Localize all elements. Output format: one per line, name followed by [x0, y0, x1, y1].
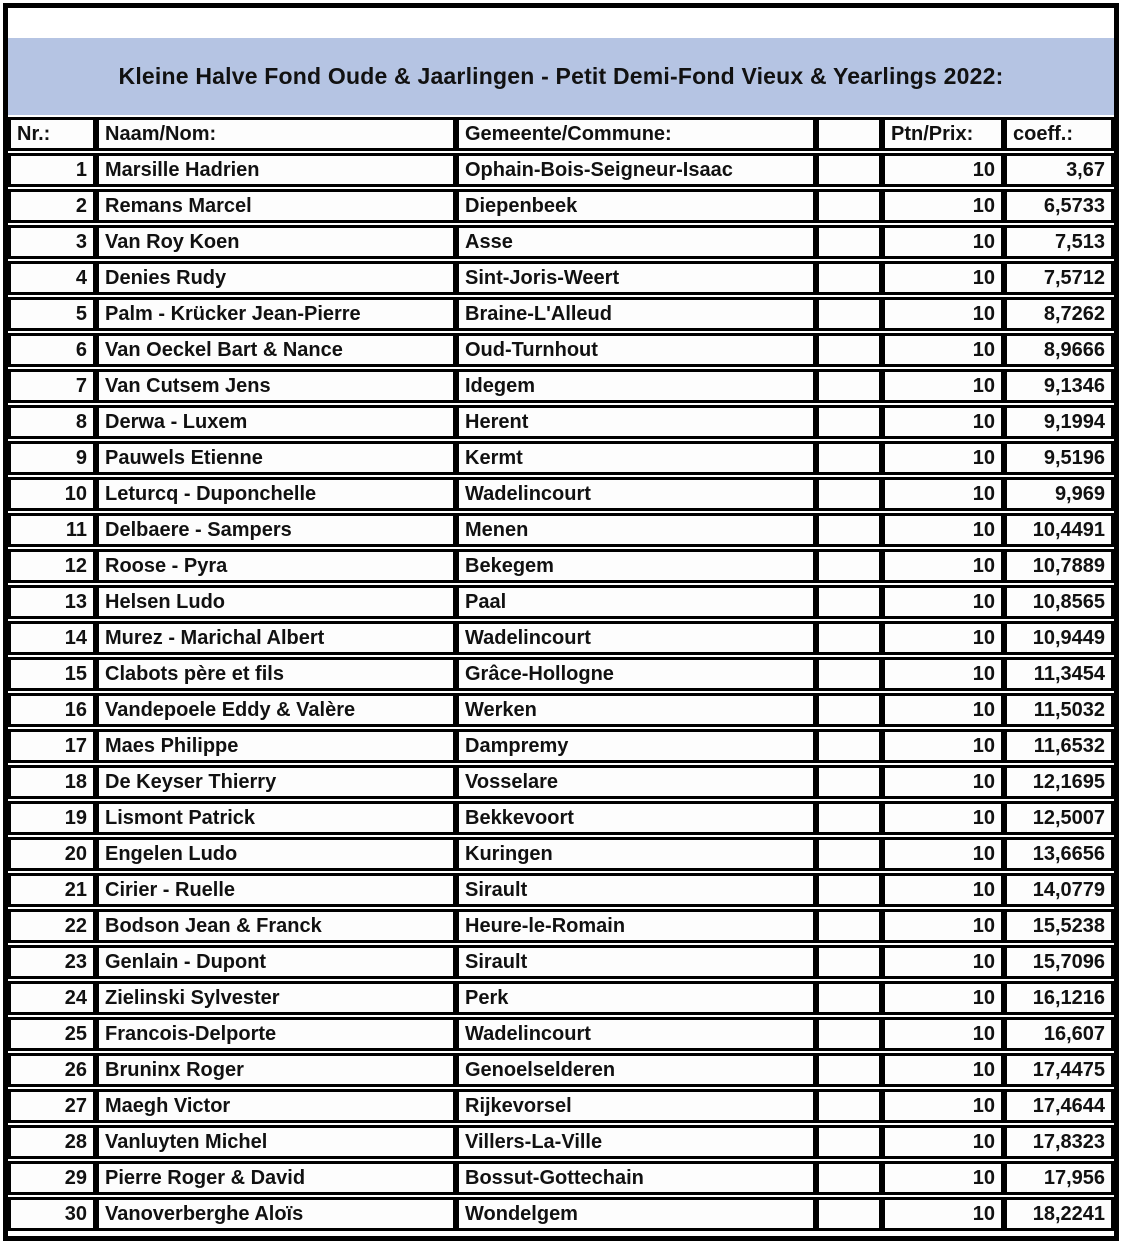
- table-row: [8, 981, 1114, 1015]
- cell-naam: Vandepoele Eddy & Valère: [96, 693, 456, 727]
- cell-naam: Denies Rudy: [96, 261, 456, 295]
- title-band: [8, 38, 1114, 115]
- cell-coeff: 8,9666: [1004, 333, 1114, 367]
- table-row: [8, 1161, 1114, 1195]
- cell-naam: Murez - Marichal Albert: [96, 621, 456, 655]
- cell-coeff: 12,5007: [1004, 801, 1114, 835]
- cell-blank: [816, 405, 882, 439]
- cell-nr: 17: [8, 729, 96, 763]
- cell-blank: [816, 1197, 882, 1231]
- cell-gemeente: Paal: [456, 585, 816, 619]
- cell-ptn: 10: [882, 1089, 1004, 1123]
- cell-ptn: 10: [882, 837, 1004, 871]
- cell-blank: [816, 801, 882, 835]
- cell-blank: [816, 837, 882, 871]
- cell-gemeente: Heure-le-Romain: [456, 909, 816, 943]
- cell-nr: 9: [8, 441, 96, 475]
- cell-coeff: 18,2241: [1004, 1197, 1114, 1231]
- cell-naam: Remans Marcel: [96, 189, 456, 223]
- cell-gemeente: Kuringen: [456, 837, 816, 871]
- cell-blank: [816, 1017, 882, 1051]
- cell-ptn: 10: [882, 477, 1004, 511]
- cell-ptn: 10: [882, 549, 1004, 583]
- cell-blank: [816, 153, 882, 187]
- table-row: [8, 657, 1114, 691]
- cell-blank: [816, 1125, 882, 1159]
- cell-nr: 16: [8, 693, 96, 727]
- cell-nr: 11: [8, 513, 96, 547]
- table-row: [8, 441, 1114, 475]
- cell-coeff: 9,1346: [1004, 369, 1114, 403]
- table-body: [8, 153, 1114, 1231]
- cell-naam: Francois-Delporte: [96, 1017, 456, 1051]
- cell-nr: 24: [8, 981, 96, 1015]
- cell-blank: [816, 333, 882, 367]
- cell-nr: 28: [8, 1125, 96, 1159]
- cell-coeff: 8,7262: [1004, 297, 1114, 331]
- cell-gemeente: Diepenbeek: [456, 189, 816, 223]
- table-row: [8, 837, 1114, 871]
- cell-naam: Delbaere - Sampers: [96, 513, 456, 547]
- cell-ptn: 10: [882, 873, 1004, 907]
- cell-ptn: 10: [882, 909, 1004, 943]
- cell-nr: 10: [8, 477, 96, 511]
- cell-naam: Cirier - Ruelle: [96, 873, 456, 907]
- cell-nr: 23: [8, 945, 96, 979]
- table-row: [8, 477, 1114, 511]
- cell-coeff: 10,8565: [1004, 585, 1114, 619]
- cell-gemeente: Sirault: [456, 945, 816, 979]
- cell-nr: 12: [8, 549, 96, 583]
- cell-coeff: 7,5712: [1004, 261, 1114, 295]
- cell-ptn: 10: [882, 189, 1004, 223]
- cell-nr: 30: [8, 1197, 96, 1231]
- cell-ptn: 10: [882, 1125, 1004, 1159]
- cell-naam: Vanluyten Michel: [96, 1125, 456, 1159]
- cell-coeff: 9,5196: [1004, 441, 1114, 475]
- cell-naam: Bruninx Roger: [96, 1053, 456, 1087]
- cell-blank: [816, 261, 882, 295]
- cell-ptn: 10: [882, 333, 1004, 367]
- cell-coeff: 10,9449: [1004, 621, 1114, 655]
- results-table: [8, 115, 1114, 1233]
- cell-coeff: 11,6532: [1004, 729, 1114, 763]
- cell-naam: Van Roy Koen: [96, 225, 456, 259]
- col-header-blank: [816, 117, 882, 151]
- cell-gemeente: Vosselare: [456, 765, 816, 799]
- table-row: [8, 621, 1114, 655]
- table-row: [8, 225, 1114, 259]
- cell-blank: [816, 477, 882, 511]
- cell-coeff: 14,0779: [1004, 873, 1114, 907]
- table-row: [8, 585, 1114, 619]
- cell-nr: 13: [8, 585, 96, 619]
- cell-nr: 18: [8, 765, 96, 799]
- cell-naam: Engelen Ludo: [96, 837, 456, 871]
- cell-coeff: 9,1994: [1004, 405, 1114, 439]
- cell-naam: Roose - Pyra: [96, 549, 456, 583]
- cell-coeff: 15,5238: [1004, 909, 1114, 943]
- cell-nr: 3: [8, 225, 96, 259]
- cell-ptn: 10: [882, 153, 1004, 187]
- cell-nr: 25: [8, 1017, 96, 1051]
- cell-naam: Van Cutsem Jens: [96, 369, 456, 403]
- cell-gemeente: Idegem: [456, 369, 816, 403]
- cell-nr: 14: [8, 621, 96, 655]
- page-title: Kleine Halve Fond Oude & Jaarlingen - Petit Demi-Fond Vieux & Yearlings 2022:: [118, 63, 1004, 89]
- cell-ptn: 10: [882, 1053, 1004, 1087]
- cell-blank: [816, 1089, 882, 1123]
- cell-ptn: 10: [882, 801, 1004, 835]
- col-header-gemeente: Gemeente/Commune:: [456, 117, 816, 151]
- cell-nr: 19: [8, 801, 96, 835]
- cell-gemeente: Wadelincourt: [456, 477, 816, 511]
- cell-blank: [816, 765, 882, 799]
- cell-gemeente: Wadelincourt: [456, 1017, 816, 1051]
- table-row: [8, 801, 1114, 835]
- table-row: [8, 1053, 1114, 1087]
- cell-coeff: 13,6656: [1004, 837, 1114, 871]
- results-sheet: [3, 3, 1119, 1241]
- cell-nr: 2: [8, 189, 96, 223]
- table-row: [8, 369, 1114, 403]
- cell-gemeente: Oud-Turnhout: [456, 333, 816, 367]
- cell-nr: 8: [8, 405, 96, 439]
- cell-ptn: 10: [882, 693, 1004, 727]
- cell-coeff: 17,4475: [1004, 1053, 1114, 1087]
- cell-coeff: 16,607: [1004, 1017, 1114, 1051]
- cell-coeff: 9,969: [1004, 477, 1114, 511]
- cell-gemeente: Rijkevorsel: [456, 1089, 816, 1123]
- cell-ptn: 10: [882, 405, 1004, 439]
- table-row: [8, 513, 1114, 547]
- cell-gemeente: Sint-Joris-Weert: [456, 261, 816, 295]
- cell-naam: Zielinski Sylvester: [96, 981, 456, 1015]
- cell-blank: [816, 297, 882, 331]
- table-row: [8, 945, 1114, 979]
- cell-coeff: 10,7889: [1004, 549, 1114, 583]
- cell-coeff: 16,1216: [1004, 981, 1114, 1015]
- cell-nr: 5: [8, 297, 96, 331]
- col-header-coeff: coeff.:: [1004, 117, 1114, 151]
- cell-blank: [816, 621, 882, 655]
- cell-blank: [816, 585, 882, 619]
- cell-blank: [816, 945, 882, 979]
- cell-naam: Maes Philippe: [96, 729, 456, 763]
- cell-gemeente: Dampremy: [456, 729, 816, 763]
- cell-gemeente: Ophain-Bois-Seigneur-Isaac: [456, 153, 816, 187]
- table-row: [8, 873, 1114, 907]
- cell-blank: [816, 369, 882, 403]
- table-row: [8, 189, 1114, 223]
- table-row: [8, 297, 1114, 331]
- cell-ptn: 10: [882, 585, 1004, 619]
- top-strip: [8, 8, 1114, 38]
- cell-nr: 15: [8, 657, 96, 691]
- cell-gemeente: Menen: [456, 513, 816, 547]
- cell-ptn: 10: [882, 1017, 1004, 1051]
- cell-gemeente: Werken: [456, 693, 816, 727]
- cell-ptn: 10: [882, 261, 1004, 295]
- cell-gemeente: Asse: [456, 225, 816, 259]
- cell-naam: Pierre Roger & David: [96, 1161, 456, 1195]
- cell-gemeente: Wadelincourt: [456, 621, 816, 655]
- cell-ptn: 10: [882, 1161, 1004, 1195]
- cell-naam: De Keyser Thierry: [96, 765, 456, 799]
- cell-nr: 21: [8, 873, 96, 907]
- header-row: [8, 117, 1114, 151]
- cell-nr: 27: [8, 1089, 96, 1123]
- cell-coeff: 17,8323: [1004, 1125, 1114, 1159]
- table-row: [8, 153, 1114, 187]
- cell-blank: [816, 693, 882, 727]
- table-row: [8, 1089, 1114, 1123]
- cell-gemeente: Genoelselderen: [456, 1053, 816, 1087]
- table-row: [8, 333, 1114, 367]
- table-row: [8, 1125, 1114, 1159]
- cell-ptn: 10: [882, 945, 1004, 979]
- cell-nr: 26: [8, 1053, 96, 1087]
- table-row: [8, 909, 1114, 943]
- cell-nr: 7: [8, 369, 96, 403]
- cell-nr: 22: [8, 909, 96, 943]
- cell-gemeente: Wondelgem: [456, 1197, 816, 1231]
- table-row: [8, 405, 1114, 439]
- cell-gemeente: Sirault: [456, 873, 816, 907]
- cell-blank: [816, 225, 882, 259]
- cell-naam: Palm - Krücker Jean-Pierre: [96, 297, 456, 331]
- cell-nr: 20: [8, 837, 96, 871]
- cell-blank: [816, 549, 882, 583]
- col-header-naam: Naam/Nom:: [96, 117, 456, 151]
- cell-naam: Genlain - Dupont: [96, 945, 456, 979]
- cell-ptn: 10: [882, 729, 1004, 763]
- cell-ptn: 10: [882, 765, 1004, 799]
- table-row: [8, 729, 1114, 763]
- cell-gemeente: Perk: [456, 981, 816, 1015]
- cell-ptn: 10: [882, 297, 1004, 331]
- col-header-nr: Nr.:: [8, 117, 96, 151]
- cell-ptn: 10: [882, 1197, 1004, 1231]
- cell-blank: [816, 657, 882, 691]
- cell-gemeente: Herent: [456, 405, 816, 439]
- col-header-ptn: Ptn/Prix:: [882, 117, 1004, 151]
- cell-ptn: 10: [882, 225, 1004, 259]
- cell-ptn: 10: [882, 369, 1004, 403]
- cell-blank: [816, 981, 882, 1015]
- cell-coeff: 7,513: [1004, 225, 1114, 259]
- cell-ptn: 10: [882, 981, 1004, 1015]
- cell-blank: [816, 513, 882, 547]
- table-row: [8, 261, 1114, 295]
- cell-coeff: 17,956: [1004, 1161, 1114, 1195]
- cell-coeff: 6,5733: [1004, 189, 1114, 223]
- cell-coeff: 11,3454: [1004, 657, 1114, 691]
- cell-gemeente: Bekkevoort: [456, 801, 816, 835]
- cell-nr: 4: [8, 261, 96, 295]
- table-row: [8, 1197, 1114, 1231]
- cell-blank: [816, 189, 882, 223]
- cell-naam: Bodson Jean & Franck: [96, 909, 456, 943]
- cell-nr: 6: [8, 333, 96, 367]
- table-row: [8, 1017, 1114, 1051]
- cell-gemeente: Bossut-Gottechain: [456, 1161, 816, 1195]
- cell-gemeente: Braine-L'Alleud: [456, 297, 816, 331]
- table-row: [8, 765, 1114, 799]
- cell-naam: Marsille Hadrien: [96, 153, 456, 187]
- table-row: [8, 693, 1114, 727]
- cell-blank: [816, 441, 882, 475]
- cell-gemeente: Grâce-Hollogne: [456, 657, 816, 691]
- cell-gemeente: Villers-La-Ville: [456, 1125, 816, 1159]
- cell-coeff: 15,7096: [1004, 945, 1114, 979]
- cell-nr: 1: [8, 153, 96, 187]
- cell-ptn: 10: [882, 513, 1004, 547]
- cell-naam: Maegh Victor: [96, 1089, 456, 1123]
- cell-ptn: 10: [882, 657, 1004, 691]
- cell-ptn: 10: [882, 441, 1004, 475]
- cell-gemeente: Bekegem: [456, 549, 816, 583]
- cell-coeff: 10,4491: [1004, 513, 1114, 547]
- cell-naam: Clabots père et fils: [96, 657, 456, 691]
- cell-naam: Helsen Ludo: [96, 585, 456, 619]
- cell-coeff: 11,5032: [1004, 693, 1114, 727]
- cell-blank: [816, 909, 882, 943]
- cell-coeff: 12,1695: [1004, 765, 1114, 799]
- cell-naam: Leturcq - Duponchelle: [96, 477, 456, 511]
- cell-blank: [816, 729, 882, 763]
- cell-naam: Derwa - Luxem: [96, 405, 456, 439]
- cell-blank: [816, 1161, 882, 1195]
- cell-naam: Vanoverberghe Aloïs: [96, 1197, 456, 1231]
- cell-blank: [816, 873, 882, 907]
- table-row: [8, 549, 1114, 583]
- cell-naam: Pauwels Etienne: [96, 441, 456, 475]
- cell-nr: 29: [8, 1161, 96, 1195]
- cell-naam: Van Oeckel Bart & Nance: [96, 333, 456, 367]
- cell-coeff: 17,4644: [1004, 1089, 1114, 1123]
- cell-gemeente: Kermt: [456, 441, 816, 475]
- cell-ptn: 10: [882, 621, 1004, 655]
- cell-blank: [816, 1053, 882, 1087]
- cell-naam: Lismont Patrick: [96, 801, 456, 835]
- cell-coeff: 3,67: [1004, 153, 1114, 187]
